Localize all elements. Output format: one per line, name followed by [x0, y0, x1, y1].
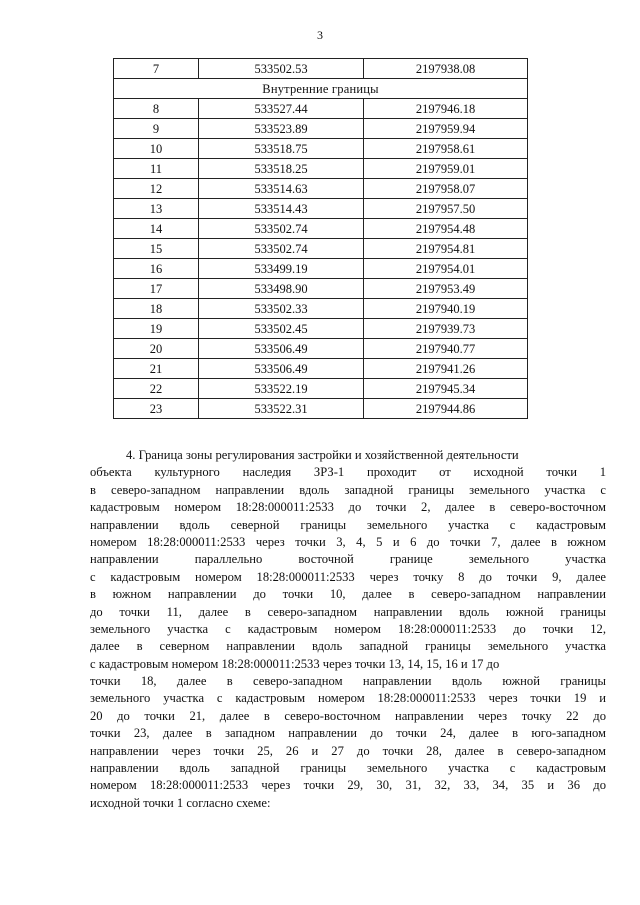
y-coordinate: 2197959.94	[364, 119, 528, 139]
x-coordinate: 533522.19	[199, 379, 364, 399]
table-row	[114, 59, 528, 79]
table-row	[114, 359, 528, 379]
point-number: 15	[114, 239, 199, 259]
paragraph-line: до точки 11, далее в северо-западном направлении вдоль южной границы	[90, 604, 606, 619]
y-coordinate: 2197939.73	[364, 319, 528, 339]
table-row	[114, 119, 528, 139]
x-coordinate: 533502.53	[199, 59, 364, 79]
paragraph-line: кадастровым номером 18:28:000011:2533 до точки 2, далее в северо-восточном	[90, 500, 606, 515]
paragraph-line: номером 18:28:000011:2533 через точки 29, 30, 31, 32, 33, 34, 35 и 36 до	[90, 778, 606, 793]
point-number: 21	[114, 359, 199, 379]
table-row	[114, 219, 528, 239]
table-row	[114, 399, 528, 419]
paragraph-line: объекта культурного наследия ЗРЗ-1 проходит от исходной точки 1	[90, 465, 606, 480]
point-number: 7	[114, 59, 199, 79]
x-coordinate: 533498.90	[199, 279, 364, 299]
table-row	[114, 379, 528, 399]
point-number: 16	[114, 259, 199, 279]
point-number: 18	[114, 299, 199, 319]
paragraph-line: направлении параллельно восточной границе земельного участка	[90, 552, 606, 567]
point-number: 14	[114, 219, 199, 239]
x-coordinate: 533499.19	[199, 259, 364, 279]
y-coordinate: 2197940.19	[364, 299, 528, 319]
table-row	[114, 279, 528, 299]
y-coordinate: 2197941.26	[364, 359, 528, 379]
x-coordinate: 533506.49	[199, 359, 364, 379]
coordinates-table	[113, 58, 528, 419]
table-row	[114, 179, 528, 199]
x-coordinate: 533518.25	[199, 159, 364, 179]
point-number: 10	[114, 139, 199, 159]
y-coordinate: 2197957.50	[364, 199, 528, 219]
point-number: 11	[114, 159, 199, 179]
table-row	[114, 239, 528, 259]
x-coordinate: 533502.74	[199, 219, 364, 239]
table-row	[114, 199, 528, 219]
x-coordinate: 533502.33	[199, 299, 364, 319]
description-paragraph	[90, 447, 606, 812]
table-row	[114, 339, 528, 359]
point-number: 22	[114, 379, 199, 399]
x-coordinate: 533522.31	[199, 399, 364, 419]
point-number: 17	[114, 279, 199, 299]
x-coordinate: 533527.44	[199, 99, 364, 119]
table-row	[114, 139, 528, 159]
y-coordinate: 2197954.81	[364, 239, 528, 259]
table-row	[114, 299, 528, 319]
y-coordinate: 2197944.86	[364, 399, 528, 419]
paragraph-line: точки 18, далее в северо-западном направлении вдоль южной границы	[90, 674, 606, 689]
paragraph-line: направлении вдоль западной границы земельного участка с кадастровым	[90, 761, 606, 776]
paragraph-line: земельного участка с кадастровым номером 18:28:000011:2533 через точки 19 и	[90, 691, 606, 706]
y-coordinate: 2197958.07	[364, 179, 528, 199]
paragraph-line: номером 18:28:000011:2533 через точки 3, 4, 5 и 6 до точки 7, далее в южном	[90, 534, 606, 549]
table-row	[114, 99, 528, 119]
point-number: 9	[114, 119, 199, 139]
point-number: 23	[114, 399, 199, 419]
point-number: 20	[114, 339, 199, 359]
x-coordinate: 533502.45	[199, 319, 364, 339]
y-coordinate: 2197945.34	[364, 379, 528, 399]
paragraph-line: с кадастровым номером 18:28:000011:2533 через точку 8 до точки 9, далее	[90, 569, 606, 584]
paragraph-line: направлении вдоль северной границы земельного участка с кадастровым	[90, 517, 606, 532]
x-coordinate: 533506.49	[199, 339, 364, 359]
paragraph-line: 4. Граница зоны регулирования застройки и хозяйственной деятельности	[126, 448, 519, 462]
paragraph-line: исходной точки 1 согласно схеме:	[90, 795, 271, 810]
y-coordinate: 2197954.01	[364, 259, 528, 279]
paragraph-line: в северо-западном направлении вдоль западной границы земельного участка с	[90, 482, 606, 497]
paragraph-line: 20 до точки 21, далее в северо-восточном направлении через точку 22 до	[90, 708, 606, 723]
x-coordinate: 533502.74	[199, 239, 364, 259]
paragraph-line: в южном направлении до точки 10, далее в северо-западном направлении	[90, 587, 606, 602]
table-row	[114, 159, 528, 179]
x-coordinate: 533514.43	[199, 199, 364, 219]
y-coordinate: 2197959.01	[364, 159, 528, 179]
paragraph-line: далее в северном направлении вдоль западной границы земельного участка	[90, 639, 606, 654]
y-coordinate: 2197940.77	[364, 339, 528, 359]
y-coordinate: 2197958.61	[364, 139, 528, 159]
page-number: 3	[317, 28, 323, 42]
y-coordinate: 2197938.08	[364, 59, 528, 79]
paragraph-line: точки 23, далее в западном направлении до точки 24, далее в юго-западном	[90, 726, 606, 741]
point-number: 19	[114, 319, 199, 339]
x-coordinate: 533514.63	[199, 179, 364, 199]
y-coordinate: 2197953.49	[364, 279, 528, 299]
point-number: 8	[114, 99, 199, 119]
point-number: 12	[114, 179, 199, 199]
section-header-row	[114, 79, 528, 99]
table-row	[114, 319, 528, 339]
section-title: Внутренние границы	[114, 79, 528, 99]
x-coordinate: 533523.89	[199, 119, 364, 139]
table-row	[114, 259, 528, 279]
y-coordinate: 2197946.18	[364, 99, 528, 119]
point-number: 13	[114, 199, 199, 219]
x-coordinate: 533518.75	[199, 139, 364, 159]
paragraph-line: с кадастровым номером 18:28:000011:2533 через точки 13, 14, 15, 16 и 17 до	[90, 656, 500, 671]
paragraph-line: земельного участка с кадастровым номером 18:28:000011:2533 до точки 12,	[90, 621, 606, 636]
y-coordinate: 2197954.48	[364, 219, 528, 239]
paragraph-line: направлении через точки 25, 26 и 27 до точки 28, далее в северо-западном	[90, 743, 606, 758]
